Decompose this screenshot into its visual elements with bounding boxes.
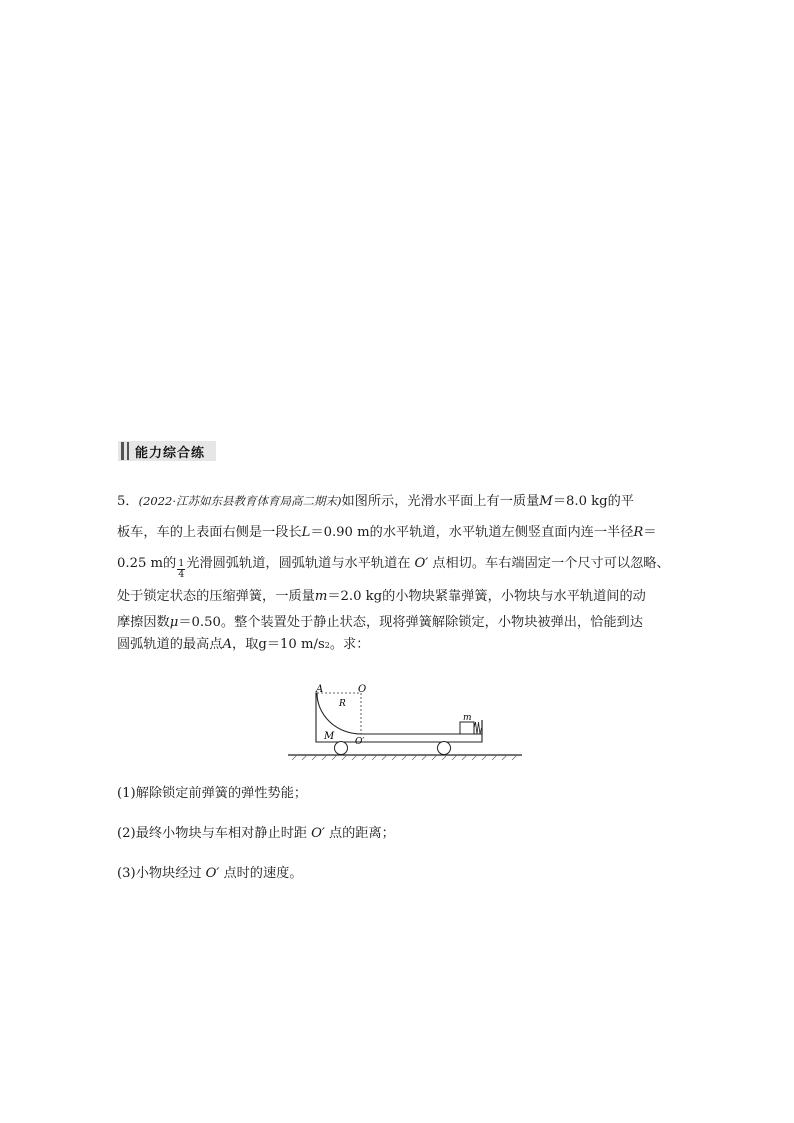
fraction-numerator: 1 — [178, 558, 185, 569]
spring — [474, 722, 482, 734]
problem-text: 摩擦因数 — [117, 615, 170, 630]
symbol-O-prime: O′ — [414, 556, 429, 571]
problem-text: 点相切。车右端固定一个尺寸可以忽略、 — [432, 556, 670, 571]
section-header — [118, 441, 216, 461]
label-O-prime: O′ — [355, 737, 365, 747]
problem-line — [117, 612, 677, 634]
section-title: 能力综合练 — [135, 445, 206, 461]
problem-text: ＝ — [643, 525, 657, 540]
question-text: 点的距离； — [328, 826, 395, 841]
problem-text: 如图所示，光滑水平面上有一质量 — [341, 494, 540, 509]
question-text: 点时的速度。 — [223, 866, 303, 881]
symbol-L: L — [301, 525, 311, 540]
question-text: 解除锁定前弹簧的弹性势能； — [135, 786, 308, 801]
problem-text: 板车，车的上表面右侧是一段长 — [117, 525, 302, 540]
label-R: R — [339, 699, 346, 709]
problem-text: ＝2.0 kg的小物块紧靠弹簧，小物块与水平轨道间的动 — [327, 589, 646, 604]
question-prefix: (2) — [117, 826, 136, 841]
question-1 — [117, 782, 307, 801]
problem-text: ＝8.0 kg的平 — [552, 494, 634, 509]
wheel — [335, 742, 348, 755]
label-A: A — [316, 684, 324, 695]
label-m: m — [463, 713, 472, 723]
symbol-m: m — [314, 589, 328, 604]
label-O: O — [358, 684, 367, 695]
question-prefix: (1) — [117, 786, 136, 801]
problem-text: ，取g＝10 m/s — [232, 637, 325, 652]
symbol-A: A — [222, 637, 233, 652]
ground-hatching — [292, 755, 517, 760]
label-M: M — [324, 731, 335, 742]
cart-figure — [286, 682, 526, 762]
problem-line — [117, 486, 677, 517]
symbol-R: R — [633, 525, 644, 540]
fraction-one-quarter — [177, 559, 185, 580]
wheel — [438, 742, 451, 755]
problem-line — [117, 581, 677, 612]
header-bar-decoration — [121, 442, 124, 460]
problem-5 — [117, 486, 677, 657]
question-prefix: (3) — [117, 866, 136, 881]
question-2 — [117, 822, 395, 841]
question-text: 最终小物块与车相对静止时距 — [135, 826, 308, 841]
problem-text: 0.25 m的 — [117, 556, 177, 571]
problem-source: (2022·江苏如东县教育体育局高二期末) — [138, 494, 342, 508]
symbol-O-prime: O′ — [311, 826, 325, 841]
header-bar-decoration — [127, 442, 129, 460]
superscript: 2 — [324, 641, 330, 650]
problem-text: 光滑圆弧轨道，圆弧轨道与水平轨道在 — [186, 556, 411, 571]
symbol-M: M — [539, 494, 553, 509]
problem-text: ＝0.50。整个装置处于静止状态，现将弹簧解除锁定，小物块被弹出，恰能到达 — [178, 615, 643, 630]
question-text: 小物块经过 — [135, 866, 202, 881]
problem-text: 处于锁定状态的压缩弹簧，一质量 — [117, 589, 315, 604]
problem-text: 。求： — [329, 637, 370, 652]
symbol-mu: μ — [169, 615, 179, 630]
problem-text: ＝0.90 m的水平轨道，水平轨道左侧竖直面内连一半径 — [310, 525, 634, 540]
problem-number: 5． — [117, 494, 139, 509]
small-block — [460, 722, 474, 734]
problem-line — [117, 517, 677, 548]
problem-line — [117, 548, 677, 581]
problem-line — [117, 634, 677, 657]
problem-text: 圆弧轨道的最高点 — [117, 637, 223, 652]
question-3 — [117, 862, 303, 881]
symbol-O-prime: O′ — [205, 866, 220, 881]
fraction-denominator: 4 — [178, 569, 185, 580]
